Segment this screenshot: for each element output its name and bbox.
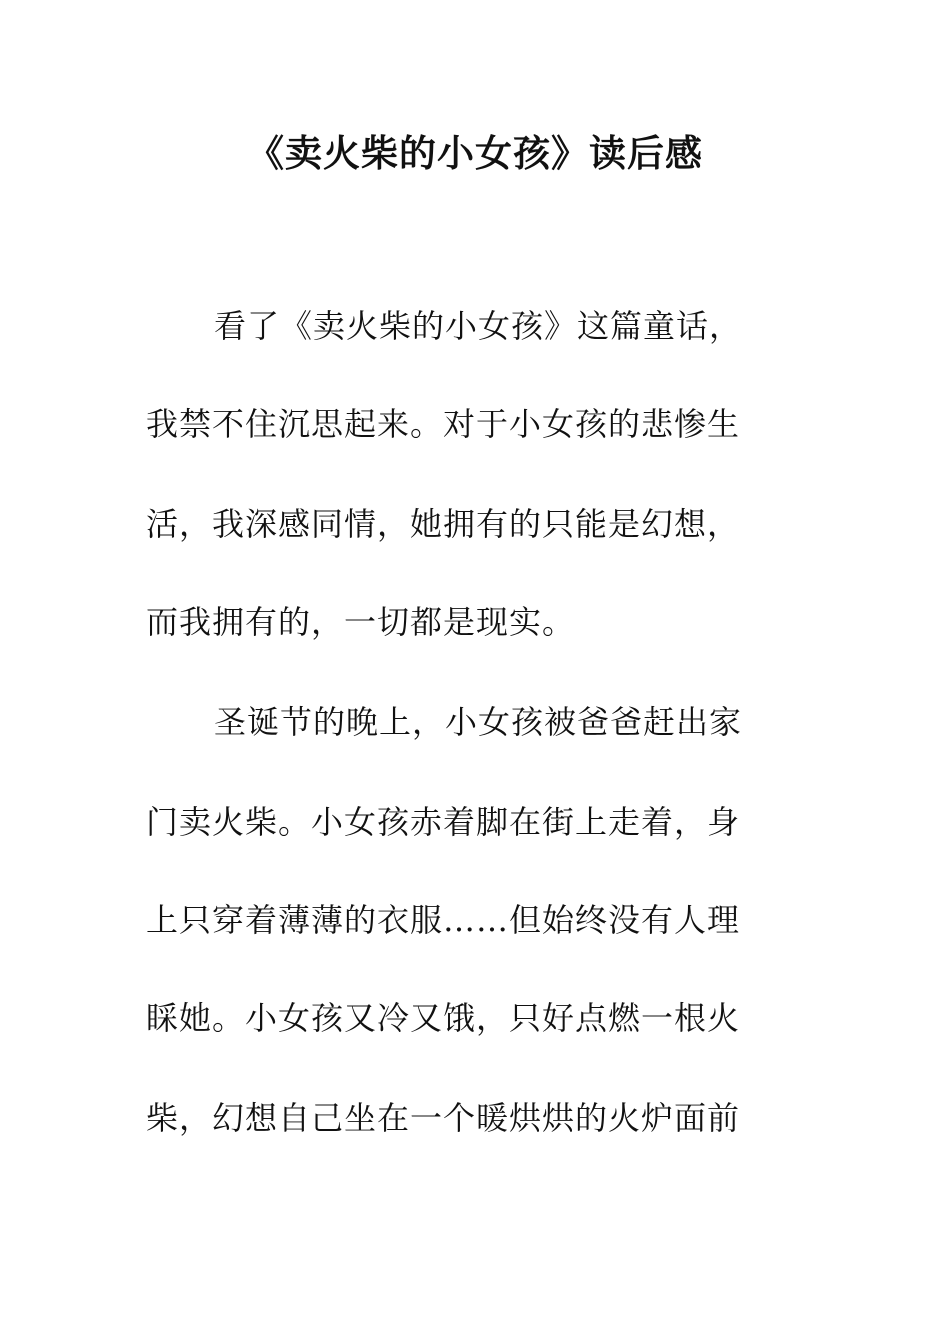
paragraph-1-line-3: 活，我深感同情，她拥有的只能是幻想， <box>146 505 741 543</box>
document-title: 《卖火柴的小女孩》读后感 <box>247 131 703 175</box>
paragraph-2-line-1: 圣诞节的晚上，小女孩被爸爸赶出家 <box>214 703 743 741</box>
paragraph-1-line-4: 而我拥有的，一切都是现实。 <box>146 603 576 641</box>
paragraph-2-line-2: 门卖火柴。小女孩赤着脚在街上走着，身 <box>146 803 741 841</box>
paragraph-2-line-4: 睬她。小女孩又冷又饿，只好点燃一根火 <box>146 999 741 1037</box>
paragraph-2-line-3: 上只穿着薄薄的衣服……但始终没有人理 <box>146 901 741 939</box>
paragraph-1-line-2: 我禁不住沉思起来。对于小女孩的悲惨生 <box>146 405 741 443</box>
paragraph-2-line-5: 柴，幻想自己坐在一个暖烘烘的火炉面前 <box>146 1099 741 1137</box>
paragraph-1-line-1: 看了《卖火柴的小女孩》这篇童话， <box>214 307 743 345</box>
